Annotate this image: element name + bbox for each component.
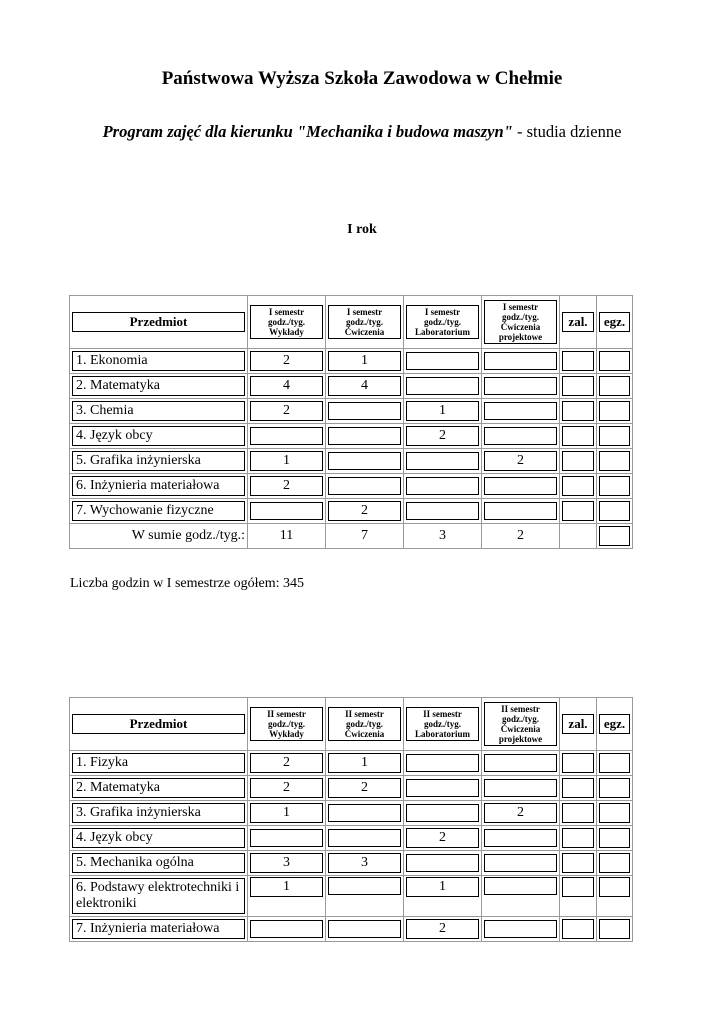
project-hours [484, 877, 557, 895]
lectures-cell [248, 776, 326, 801]
subject-cell [70, 917, 248, 942]
program-name: Program zajęć dla kierunku "Mechanika i budowa maszyn" [102, 122, 513, 141]
egz-checkbox[interactable] [597, 826, 633, 851]
exercises-cell [326, 499, 404, 524]
exercises-cell [326, 449, 404, 474]
header-line: Ćwiczenia [500, 724, 541, 734]
project-hours: 2 [484, 451, 557, 471]
project-hours [484, 377, 557, 395]
subject-header: Przedmiot [72, 714, 245, 734]
project-cell [482, 499, 560, 524]
lectures-hours: 2 [250, 401, 323, 421]
lectures-hours [250, 829, 323, 847]
lectures-cell [248, 851, 326, 876]
table-row [70, 751, 633, 776]
project-cell [482, 449, 560, 474]
project-cell [482, 424, 560, 449]
lectures-cell [248, 374, 326, 399]
header-line: Ćwiczenia [344, 327, 385, 338]
lectures-hours: 1 [250, 451, 323, 471]
exercises-hours [328, 452, 401, 470]
lab-cell [404, 474, 482, 499]
project-cell [482, 399, 560, 424]
subject-name: 7. Inżynieria materiałowa [72, 919, 245, 939]
project-hours [484, 854, 557, 872]
exercises-cell [326, 399, 404, 424]
exercises-hours [328, 804, 401, 822]
lab-hours [406, 377, 479, 395]
project-hours: 2 [484, 803, 557, 823]
zal-checkbox[interactable] [560, 399, 597, 424]
lab-hours: 2 [406, 828, 479, 848]
subject-name: 1. Ekonomia [72, 351, 245, 371]
header-line: II semestr [501, 703, 540, 714]
subject-name: 4. Język obcy [72, 828, 245, 848]
lectures-hours: 1 [250, 803, 323, 823]
header-line: projektowe [498, 734, 543, 745]
zal-checkbox[interactable] [560, 424, 597, 449]
lectures-cell [248, 876, 326, 917]
header-line: Ćwiczenia [344, 729, 385, 740]
lab-cell [404, 449, 482, 474]
sum-lectures: 11 [248, 524, 326, 549]
lectures-hours: 3 [250, 853, 323, 873]
lectures-cell [248, 449, 326, 474]
subject-cell [70, 449, 248, 474]
exercises-hours [328, 829, 401, 847]
table-row [70, 851, 633, 876]
subject-cell [70, 776, 248, 801]
header-line: Ćwiczenia [500, 322, 541, 332]
header-line: godz./tyg. [268, 718, 305, 729]
lab-hours: 2 [406, 919, 479, 939]
subject-cell [70, 474, 248, 499]
zal-checkbox[interactable] [560, 776, 597, 801]
table-row [70, 826, 633, 851]
subject-name: 3. Grafika inżynierska [72, 803, 245, 823]
lectures-cell [248, 801, 326, 826]
project-hours [484, 779, 557, 797]
exercises-header [326, 698, 404, 751]
zal-checkbox[interactable] [560, 474, 597, 499]
lab-hours [406, 502, 479, 520]
lectures-cell [248, 399, 326, 424]
project-hours [484, 920, 557, 938]
subject-name: 5. Grafika inżynierska [72, 451, 245, 471]
lectures-cell [248, 826, 326, 851]
lectures-cell [248, 424, 326, 449]
egz-checkbox[interactable] [597, 449, 633, 474]
year-label: I rok [347, 222, 377, 237]
project-hours [484, 402, 557, 420]
sum-label: W sumie godz./tyg.: [70, 524, 248, 549]
table-row [70, 499, 633, 524]
lectures-cell [248, 474, 326, 499]
header-line: I semestr [502, 301, 539, 312]
exercises-cell [326, 424, 404, 449]
exercises-cell [326, 876, 404, 917]
lab-cell [404, 876, 482, 917]
subject-cell [70, 424, 248, 449]
lab-cell [404, 424, 482, 449]
lectures-hours: 2 [250, 753, 323, 773]
egz-checkbox[interactable] [597, 801, 633, 826]
lab-hours [406, 754, 479, 772]
lab-header [404, 296, 482, 349]
subject-cell [70, 349, 248, 374]
egz-checkbox[interactable] [597, 876, 633, 917]
semester-1-table [69, 295, 633, 549]
subject-name: 5. Mechanika ogólna [72, 853, 245, 873]
exercises-header [326, 296, 404, 349]
lab-cell [404, 399, 482, 424]
exercises-cell [326, 801, 404, 826]
lab-hours: 2 [406, 426, 479, 446]
exercises-hours [328, 920, 401, 938]
egz-checkbox[interactable] [597, 776, 633, 801]
header-line: godz./tyg. [346, 718, 383, 729]
header-line: Wykłady [269, 729, 304, 740]
zal-checkbox[interactable] [560, 917, 597, 942]
project-cell [482, 876, 560, 917]
exercises-hours [328, 477, 401, 495]
lab-cell [404, 499, 482, 524]
project-cell [482, 751, 560, 776]
subject-name: 2. Matematyka [72, 376, 245, 396]
project-hours [484, 477, 557, 495]
header-line: godz./tyg. [268, 316, 305, 327]
zal-label: zal. [562, 312, 594, 332]
semester-2-table [69, 697, 633, 942]
subject-cell [70, 826, 248, 851]
table-header-row [70, 296, 633, 349]
project-header [482, 698, 560, 751]
egz-label: egz. [599, 714, 630, 734]
subject-cell [70, 399, 248, 424]
subject-name: 6. Podstawy elektrotechniki i elektroniki [72, 878, 245, 914]
zal-label: zal. [562, 714, 594, 734]
header-line: godz./tyg. [346, 316, 383, 327]
table-row [70, 374, 633, 399]
subject-name: 4. Język obcy [72, 426, 245, 446]
sum-project: 2 [482, 524, 560, 549]
exercises-cell [326, 851, 404, 876]
table-row [70, 474, 633, 499]
zal-checkbox[interactable] [560, 851, 597, 876]
subject-cell [70, 851, 248, 876]
lab-cell [404, 826, 482, 851]
lectures-hours: 2 [250, 778, 323, 798]
page-subtitle [0, 122, 724, 142]
zal-checkbox[interactable] [560, 449, 597, 474]
subject-header: Przedmiot [72, 312, 245, 332]
lab-header [404, 698, 482, 751]
exercises-cell [326, 349, 404, 374]
exercises-cell [326, 474, 404, 499]
exercises-hours: 1 [328, 351, 401, 371]
subject-name: 6. Inżynieria materiałowa [72, 476, 245, 496]
exercises-cell [326, 826, 404, 851]
project-hours [484, 754, 557, 772]
zal-checkbox[interactable] [560, 374, 597, 399]
table-row [70, 399, 633, 424]
zal-header [560, 296, 597, 349]
lectures-header [248, 698, 326, 751]
table-row [70, 917, 633, 942]
zal-checkbox[interactable] [560, 524, 597, 549]
subject-name: 1. Fizyka [72, 753, 245, 773]
egz-checkbox[interactable] [597, 751, 633, 776]
table-row [70, 876, 633, 917]
lab-cell [404, 751, 482, 776]
exercises-hours [328, 427, 401, 445]
subject-cell [70, 499, 248, 524]
lectures-hours: 2 [250, 476, 323, 496]
egz-checkbox[interactable] [597, 424, 633, 449]
egz-checkbox[interactable] [597, 374, 633, 399]
lab-hours [406, 779, 479, 797]
table-header-row [70, 698, 633, 751]
zal-header [560, 698, 597, 751]
header-line: I semestr [268, 306, 305, 317]
header-line: godz./tyg. [424, 718, 461, 729]
lectures-cell [248, 751, 326, 776]
lab-hours: 1 [406, 401, 479, 421]
egz-checkbox[interactable] [597, 851, 633, 876]
exercises-hours: 3 [328, 853, 401, 873]
exercises-cell [326, 374, 404, 399]
header-line: godz./tyg. [424, 316, 461, 327]
sum-row [70, 524, 633, 549]
lab-cell [404, 917, 482, 942]
semester-1-rows [70, 349, 633, 524]
exercises-hours [328, 877, 401, 895]
exercises-hours: 2 [328, 778, 401, 798]
lab-hours: 1 [406, 877, 479, 897]
subject-header-cell [70, 296, 248, 349]
lectures-hours [250, 427, 323, 445]
header-line: Laboratorium [415, 327, 470, 338]
project-cell [482, 826, 560, 851]
zal-checkbox[interactable] [560, 826, 597, 851]
project-hours [484, 502, 557, 520]
study-mode: - studia dzienne [512, 122, 622, 141]
lectures-hours [250, 502, 323, 520]
lectures-hours [250, 920, 323, 938]
egz-checkbox[interactable] [597, 349, 633, 374]
header-line: I semestr [346, 306, 383, 317]
semester-1-total: Liczba godzin w I semestrze ogółem: 345 [70, 576, 305, 591]
header-line: II semestr [423, 708, 462, 719]
project-header [482, 296, 560, 349]
lab-cell [404, 374, 482, 399]
lab-hours [406, 854, 479, 872]
project-cell [482, 474, 560, 499]
egz-header [597, 698, 633, 751]
lab-hours [406, 477, 479, 495]
header-line: Laboratorium [415, 729, 470, 740]
project-hours [484, 352, 557, 370]
lectures-cell [248, 499, 326, 524]
header-line: Wykłady [269, 327, 304, 338]
zal-checkbox[interactable] [560, 751, 597, 776]
project-cell [482, 374, 560, 399]
project-cell [482, 776, 560, 801]
subject-cell [70, 801, 248, 826]
lectures-hours: 4 [250, 376, 323, 396]
zal-checkbox[interactable] [560, 876, 597, 917]
project-cell [482, 851, 560, 876]
exercises-cell [326, 776, 404, 801]
zal-checkbox[interactable] [560, 349, 597, 374]
lectures-hours: 1 [250, 877, 323, 897]
lab-cell [404, 349, 482, 374]
sum-exercises: 7 [326, 524, 404, 549]
lectures-cell [248, 349, 326, 374]
lectures-cell [248, 917, 326, 942]
project-cell [482, 801, 560, 826]
header-line: II semestr [267, 708, 306, 719]
exercises-hours: 1 [328, 753, 401, 773]
egz-checkbox[interactable] [597, 474, 633, 499]
exercises-hours: 2 [328, 501, 401, 521]
lectures-header [248, 296, 326, 349]
zal-checkbox[interactable] [560, 499, 597, 524]
header-line: godz./tyg. [502, 311, 539, 322]
table-row [70, 449, 633, 474]
project-hours [484, 427, 557, 445]
egz-checkbox[interactable] [597, 917, 633, 942]
lab-cell [404, 776, 482, 801]
subject-name: 3. Chemia [72, 401, 245, 421]
egz-label: egz. [599, 312, 630, 332]
subject-cell [70, 751, 248, 776]
subject-cell [70, 876, 248, 917]
subject-cell [70, 374, 248, 399]
egz-header [597, 296, 633, 349]
project-cell [482, 917, 560, 942]
egz-checkbox[interactable] [597, 499, 633, 524]
exercises-hours: 4 [328, 376, 401, 396]
lab-hours [406, 452, 479, 470]
header-line: godz./tyg. [502, 713, 539, 724]
table-row [70, 776, 633, 801]
sum-lab: 3 [404, 524, 482, 549]
project-hours [484, 829, 557, 847]
exercises-cell [326, 917, 404, 942]
header-line: projektowe [498, 332, 543, 343]
semester-2-rows [70, 751, 633, 942]
table-row [70, 801, 633, 826]
lectures-hours: 2 [250, 351, 323, 371]
lab-hours [406, 804, 479, 822]
lab-hours [406, 352, 479, 370]
exercises-cell [326, 751, 404, 776]
page-title: Państwowa Wyższa Szkoła Zawodowa w Chełmie [161, 68, 563, 89]
zal-checkbox[interactable] [560, 801, 597, 826]
egz-checkbox[interactable] [597, 524, 633, 549]
table-row [70, 349, 633, 374]
project-cell [482, 349, 560, 374]
subject-name: 7. Wychowanie fizyczne [72, 501, 245, 521]
exercises-hours [328, 402, 401, 420]
lab-cell [404, 801, 482, 826]
egz-checkbox[interactable] [597, 399, 633, 424]
subject-header-cell [70, 698, 248, 751]
table-row [70, 424, 633, 449]
subject-name: 2. Matematyka [72, 778, 245, 798]
header-line: II semestr [345, 708, 384, 719]
header-line: I semestr [424, 306, 461, 317]
lab-cell [404, 851, 482, 876]
